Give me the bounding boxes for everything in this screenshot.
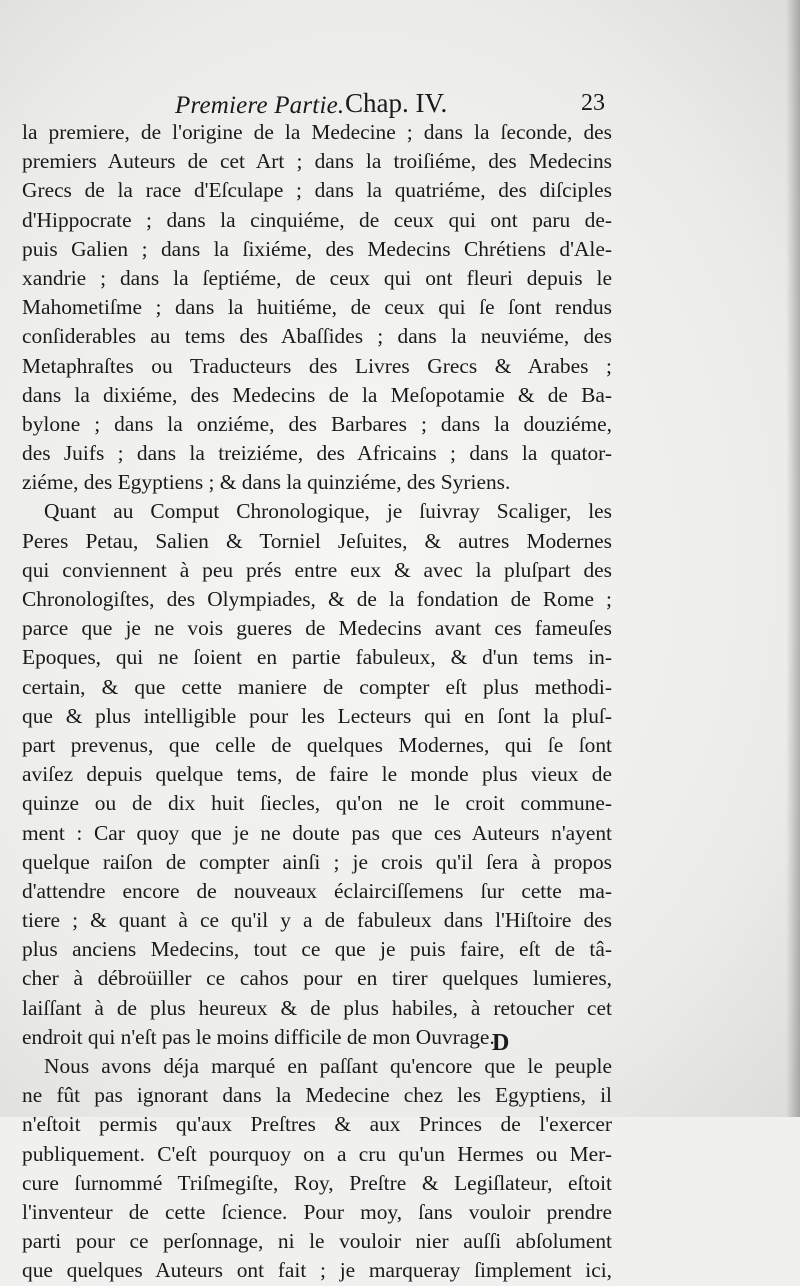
text-line: cure ſurnommé Triſmegiſte, Roy, Preſtre & Legiſlateur, eſtoit bbox=[22, 1170, 612, 1195]
text-line: Grecs de la race d'Eſculape ; dans la quatriéme, des diſciples bbox=[22, 178, 612, 203]
text-line: cher à débroüiller ce cahos pour en tirer quelques lumieres, bbox=[22, 966, 612, 991]
text-line: parti pour ce perſonnage, ni le vouloir nier auſſi abſolument bbox=[22, 1229, 612, 1254]
text-line: conſiderables au tems des Abaſſides ; dans la neuviéme, des bbox=[22, 324, 612, 349]
text-line: que quelques Auteurs ont fait ; je marqueray ſimplement ici, bbox=[22, 1258, 612, 1283]
text-line: ziéme, des Egyptiens ; & dans la quinziéme, des Syriens. bbox=[22, 470, 511, 495]
text-line: d'attendre encore de nouveaux éclairciſſemens ſur cette ma- bbox=[22, 878, 612, 903]
text-line: premiers Auteurs de cet Art ; dans la troiſiéme, des Medecins bbox=[22, 149, 612, 174]
text-line: ment : Car quoy que je ne doute pas que ces Auteurs n'ayent bbox=[22, 820, 612, 845]
text-line: Quant au Comput Chronologique, je ſuivray Scaliger, les bbox=[44, 499, 612, 524]
text-line: ne fût pas ignorant dans la Medecine chez les Egyptiens, il bbox=[22, 1083, 612, 1108]
text-line: Peres Petau, Salien & Torniel Jeſuites, & autres Modernes bbox=[22, 528, 612, 553]
text-line: quinze ou de dix huit ſiecles, qu'on ne le croit commune- bbox=[22, 791, 612, 816]
body-text bbox=[22, 118, 612, 1286]
text-line: qui conviennent à peu prés entre eux & avec la pluſpart des bbox=[22, 557, 612, 582]
text-line: la premiere, de l'origine de la Medecine ; dans la ſeconde, des bbox=[22, 120, 612, 144]
text-line: certain, & que cette maniere de compter eſt plus methodi- bbox=[22, 674, 612, 699]
signature-mark: D bbox=[492, 1030, 510, 1056]
text-line: Metaphraſtes ou Traducteurs des Livres Grecs & Arabes ; bbox=[22, 353, 612, 378]
text-line: Chronologiſtes, des Olympiades, & de la fondation de Rome ; bbox=[22, 587, 612, 611]
text-line: Nous avons déja marqué en paſſant qu'encore que le peuple bbox=[44, 1054, 612, 1078]
text-line: Epoques, qui ne ſoient en partie fabuleux, & d'un tems in- bbox=[22, 645, 612, 670]
running-header bbox=[175, 86, 605, 122]
text-line: Mahometiſme ; dans la huitiéme, de ceux qui ſe ſont rendus bbox=[22, 295, 612, 320]
text-line: tiere ; & quant à ce qu'il y a de fabuleux dans l'Hiſtoire des bbox=[22, 908, 612, 933]
text-line: dans la dixiéme, des Medecins de la Meſopotamie & de Ba- bbox=[22, 382, 612, 407]
text-line: parce que je ne vois gueres de Medecins avant ces fameuſes bbox=[22, 616, 612, 641]
text-line: plus anciens Medecins, tout ce que je puis faire, eſt de tâ- bbox=[22, 937, 612, 962]
text-line: bylone ; dans la onziéme, des Barbares ; dans la douziéme, bbox=[22, 411, 612, 436]
text-line: laiſſant à de plus heureux & de plus habiles, à retoucher cet bbox=[22, 995, 612, 1020]
text-line: des Juifs ; dans la treiziéme, des Africains ; dans la quator- bbox=[22, 441, 612, 466]
text-line: l'inventeur de cette ſcience. Pour moy, ſans vouloir prendre bbox=[22, 1199, 612, 1224]
text-line: aviſez depuis quelque tems, de faire le monde plus vieux de bbox=[22, 762, 612, 787]
page-number: 23 bbox=[581, 90, 605, 116]
text-line: n'eſtoit permis qu'aux Preſtres & aux Princes de l'exercer bbox=[22, 1112, 612, 1137]
running-header-chapter: Chap. IV. bbox=[345, 88, 448, 118]
text-line: que & plus intelligible pour les Lecteurs qui en ſont la pluſ- bbox=[22, 703, 612, 728]
text-line: quelque raiſon de compter ainſi ; je crois qu'il ſera à propos bbox=[22, 849, 612, 874]
text-line: part prevenus, que celle de quelques Modernes, qui ſe ſont bbox=[22, 732, 612, 757]
text-line: publiquement. C'eſt pourquoy on a cru qu'un Hermes ou Mer- bbox=[22, 1141, 612, 1166]
text-line: puis Galien ; dans la ſixiéme, des Medecins Chrétiens d'Ale- bbox=[22, 236, 612, 261]
text-line: endroit qui n'eſt pas le moins difficile de mon Ouvrage. bbox=[22, 1024, 495, 1049]
page-edge-shadow bbox=[786, 0, 800, 1117]
text-line: xandrie ; dans la ſeptiéme, de ceux qui ont fleuri depuis le bbox=[22, 265, 612, 290]
text-line: d'Hippocrate ; dans la cinquiéme, de ceux qui ont paru de- bbox=[22, 207, 612, 232]
running-header-section: Premiere Partie. bbox=[175, 92, 345, 119]
